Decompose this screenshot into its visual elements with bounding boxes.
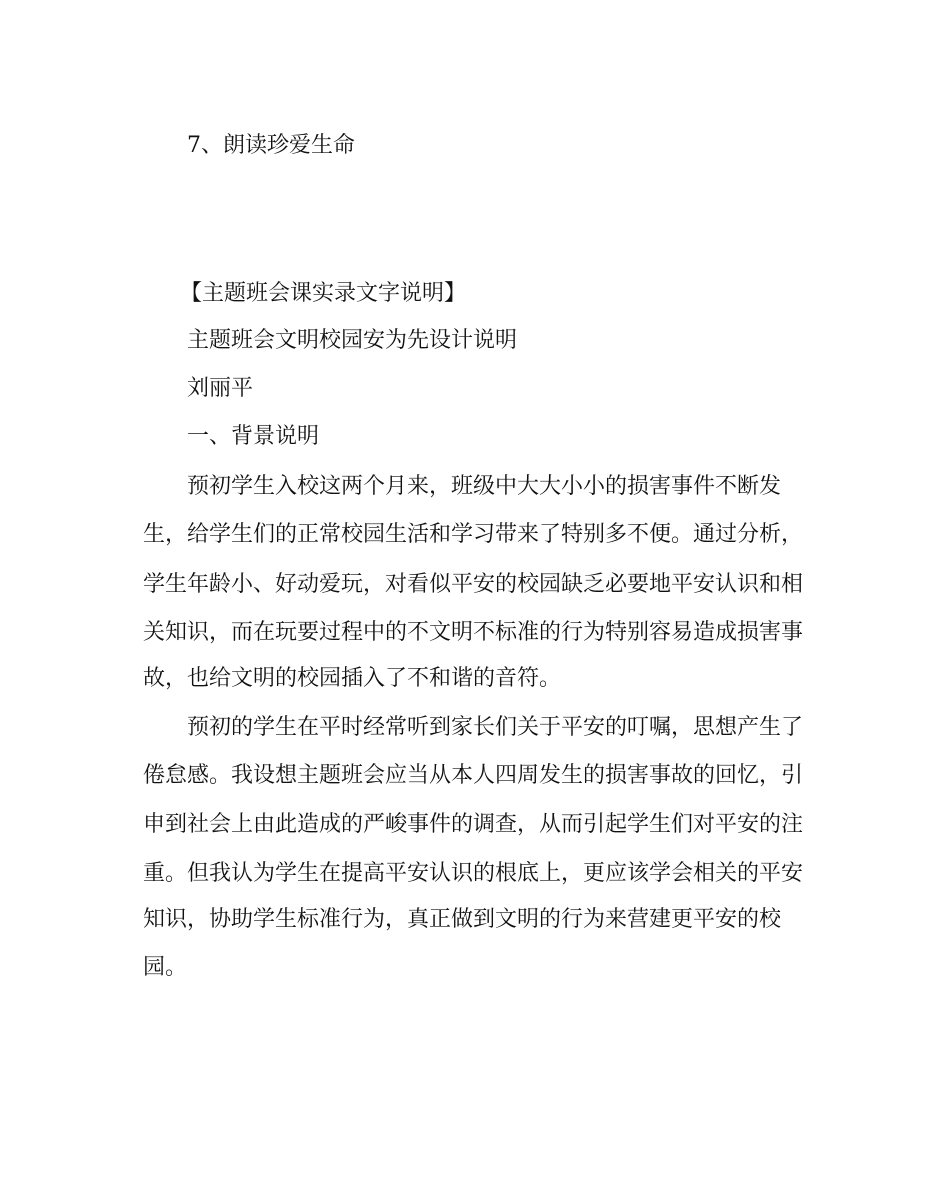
paragraph-line: 重。但我认为学生在提高平安认识的根底上，更应该学会相关的平安 — [143, 861, 804, 886]
paragraph-line: 关知识，而在玩要过程中的不文明不标准的行为特别容易造成损害事 — [143, 620, 804, 645]
item-7-text: 7、朗读珍爱生命 — [187, 133, 355, 158]
paragraph-line: 生，给学生们的正常校园生活和学习带来了特别多不便。通过分析， — [143, 522, 804, 547]
paragraph-line: 预初的学生在平时经常听到家长们关于平安的叮嘱，思想产生了 — [187, 715, 804, 740]
paragraph-line: 倦怠感。我设想主题班会应当从本人四周发生的损害事故的回忆，引 — [143, 763, 804, 788]
design-title: 主题班会文明校园安为先设计说明 — [187, 328, 518, 353]
author-name: 刘丽平 — [187, 376, 254, 401]
paragraph-line: 学生年龄小、好动爱玩，对看似平安的校园缺乏必要地平安认识和相 — [143, 572, 804, 597]
paragraph-line: 园。 — [143, 955, 188, 980]
paragraph-line: 申到社会上由此造成的严峻事件的调查，从而引起学生们对平安的注 — [143, 812, 804, 837]
paragraph-line: 知识，协助学生标准行为，真正做到文明的行为来营建更平安的校 — [143, 907, 782, 932]
section-heading: 【主题班会课实录文字说明】 — [180, 281, 467, 306]
paragraph-line: 预初学生入校这两个月来，班级中大大小小的损害事件不断发 — [187, 474, 782, 499]
paragraph-line: 故，也给文明的校园插入了不和谐的音符。 — [143, 666, 562, 691]
heading-background: 一、背景说明 — [187, 424, 320, 449]
